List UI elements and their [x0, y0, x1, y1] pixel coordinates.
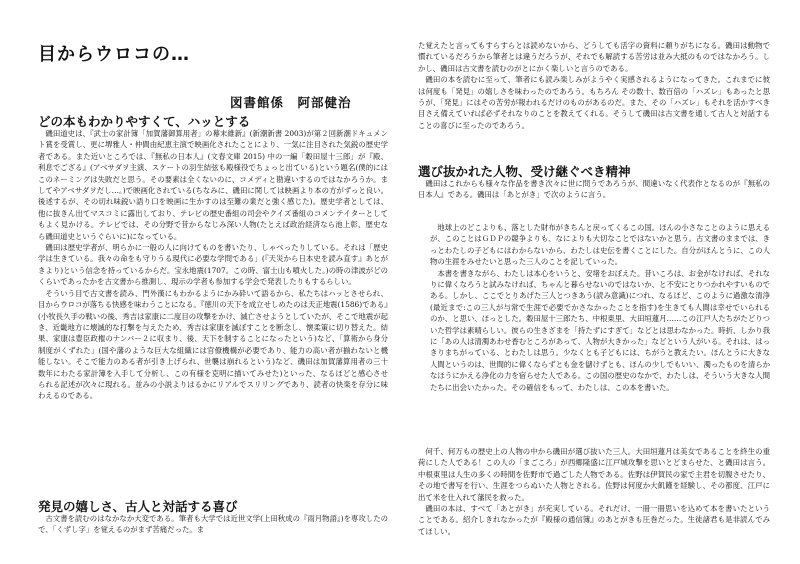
paragraph: 磯田道史は、『武士の家計簿「加賀藩御算用者」の幕末維新』(新潮新書 2003)が第２回新潮ドキュメント賞を受賞し、更に堺雅人・仲間由紀恵主演で映画化されたことにより、一気に注目された気鋭の歴史学者である。また近いところでは、『無私の日本人』(文春文庫 2015) 中の一編「穀田屋十三郎」が『殿、利息でござる』(アベサダヲ主演、スケートの羽生結弦も殿様役でちょっと出ている)という題名(僕的にはこのネーミングは失敗だと思う。その要素は全くないのに、コメディと勘違いするのではなかろうか。ましてやアベサダヲだし…。)で映画化されている(ちなみに、磯田に関しては映画より本の方がずっと良い。後述するが、その切れ味鋭い語り口を映画に生かすのは至難の業だと強く感じた)。歴史学者としては、他に抜きん出てマスコミに露出しており、テレビの歴史番組の司会やクイズ番組のコメンテイターとしてもよく見かける。テレビでは、その分野で昔からなじみ深い人物(たとえば政治経済なら池上彰、歴史なら磯田道史というぐらいに)になっている。 — [38, 129, 388, 241]
section-body — [38, 513, 388, 537]
paragraph: 地球上のどこよりも、落とした財布がきちんと戻ってくるこの国。ほんの小さなことのように思えるが、このことはＧＤＰの競争よりも、なによりも大切なことではないかと思う。古文書のままでは、きっとわたしの子どもにはわからないから、わたしは史伝を書くことにした。自分がほんとうに、この人物の生涯をみせたいと思った三人のことを記していった。 — [430, 223, 770, 267]
section-body-continued — [418, 40, 770, 154]
section-body — [418, 178, 770, 214]
paragraph: た覚えたと言ってもすらすらとは読めないから、どうしても活字の資料に頼りがちになる。磯田は動物で慣れているだろうから筆者とは違うだろうが、それでも解読する苦労は並み大抵のものではなかろう。しかし、磯田は古文書を読むのがとにかく楽しいと言うのである。 — [418, 41, 770, 73]
section-heading: どの本もわかりやすくて、ハッとする — [38, 114, 251, 129]
paragraph: 何千、何万もの歴史上の人物の中から磯田が選び抜いた三人。大田垣蓮月は美女であることを終生の重荷にした人である！この人の「まごころ」が西郷隆盛に江戸城攻撃を思いとどまらせた、と磯田は言う。中根東里は人生の多くの時間を佐野市で過ごした人物である。佐野は伊賀民の家で主君を切腹させたり、その地で書写を行い、生涯をつらぬいた人物とされる。佐野は何度か大飢饉を経験し、その都度、江戸に出て米を仕入れて藩民を救った。 — [418, 447, 770, 502]
block-quote — [430, 222, 770, 440]
paragraph: 磯田は歴史学者が、明らかに一般の人に向けてものを書いたり、しゃべったりしている。それは「歴史学は生きている。我々の命をも守りうる現代に必要な学問である」(『天災から日本史を読み直す』あとがきより)という信念を持っているからだ。宝永地震(1707。この時、富士山も噴火した。)の時の津波がどのくらいであったかを古文書から推測し、現示の学者も参加する学会で発表したりもするらしい。 — [38, 243, 388, 287]
paragraph: 磯田の本を読むに至って、筆者にも読み楽しみがようやく実感されるようになってきた。これまでに彼は何度も「発見」の嬉しさを味わったのであろう。もちろん その数十、数百倍の「ハズレ」もあったと思うが、「発見」にはその苦労が報われるだけのものがあるのだ。また、その「ハズレ」もそれを活かすべき目さえ備えていれば必ずそれなりのことを教えてくれる。そうして磯田は古文書を通して古人と対話することの喜びに至ったのであろう。 — [418, 75, 770, 130]
paragraph: 本書を書きながら、わたしは本心をいうと、安堵をおぼえた。昔いころは、お金がなければ、それなりに偉くなろうと試みなければ、ちゃんと暮らせないのではないか、と不安にとりつかれやすいものである。しかし、ここでとりあげた三人とつきあう(読み意識)につれ、なるほど、このように過激な清浄(最近まで:この三人が与常で生涯で必要でかさなかったことを指す)を生きても人間は幸せでいられるのか、と思い、ほっとした。穀田屋十三郎たち、中根東里、大田垣蓮月……この江戸人たちがたどりついた哲学は素晴らしい。彼らの生きざまを「持たずにすぎて」などとは思わなかった。時折、しかり我に「あの人は清濁あわせ香むところがあって、人物が大きかった」などという人がいる。それは、はっきりまちがっている、とわたしは思う。少なくとも子どもには、ちがうと教えたい。ほんとうに大きな人間というのは、世間的に偉くならずとも金を儲けずとも、ほんの少しでもいい、濁ったものを清らかなほうにかえる浄化の力を宿らせた人である。この国の歴史のなかで、わたしは、そういう大きな人間たちに出会いたかった。その確信をもって、わたしは、この本を書いた。 — [430, 268, 770, 392]
section-heading: 選び抜かれた人物、受け継ぐべき精神 — [418, 164, 631, 179]
section-heading: 発見の嬉しさ、古人と対話する喜び — [38, 499, 238, 514]
article-title: 目からウロコの… — [38, 44, 190, 65]
section-body — [418, 446, 770, 538]
paragraph: 古文書を読むのはなかなか大変である。筆者も大学では近世文学(上田秋成の『雨月物語』)を専攻したので、「くずし字」を覚えるのがまず苦痛だった。ま — [38, 514, 388, 535]
paragraph: そういう目で古文書を読み、門外漢にもわかるようにかみ砕いて語るから、私たちはハッとさせられ、目からウロコが落ちる快感を味わうことになる。『徳川の天下を成立せしめたのは天正地震(1586)である』(小牧長久手の戦いの後、秀吉は家康に二度目の攻撃をかけ、滅亡させようとしていたが、そこで地震が起き、近畿地方に壊滅的な打撃を与えたため、秀吉は家康を滅ぼすことを断念し、懐柔策に切り替えた。結果、家康は豊臣政権のナンバー２に収まり、後、天下を制することになったという)など、「算術から身分制度がくずれた」(国や藩のような巨大な組織には官僚機構が必要であり、能力の高い者が揃わないと機能しない。そこで能力のある者が引き上げられ、世襲は崩れるという)など、磯田は加賀藩算用者の三十数年にわたる家計簿を入手して分析し、この有様を克明に描いてみせた)といった、なるほどと感心させられる記述が次々に現れる。並みの小説よりはるかにリアルでスリリングであり、読者の快楽を存分に味わえるのである。 — [38, 288, 388, 401]
paragraph: 磯田はこれからも様々な作品を書き次々に世に問うであろうが、間違いなく代表作となるのが『無私の日本人』である。磯田は「あとがき」で次のように言う。 — [418, 179, 770, 200]
paragraph: 磯田の本は、すべて「あとがき」が充実している。それだけ、一冊一冊思いを込めて本を書いたということである。紹介しきれなかったが『殿様の通信簿』のあとがきも圧巻だった。生徒諸君も是非読んでみてほしい。 — [418, 504, 770, 536]
section-body — [38, 128, 388, 490]
article-byline: 図書館係 阿部健治 — [230, 95, 352, 110]
